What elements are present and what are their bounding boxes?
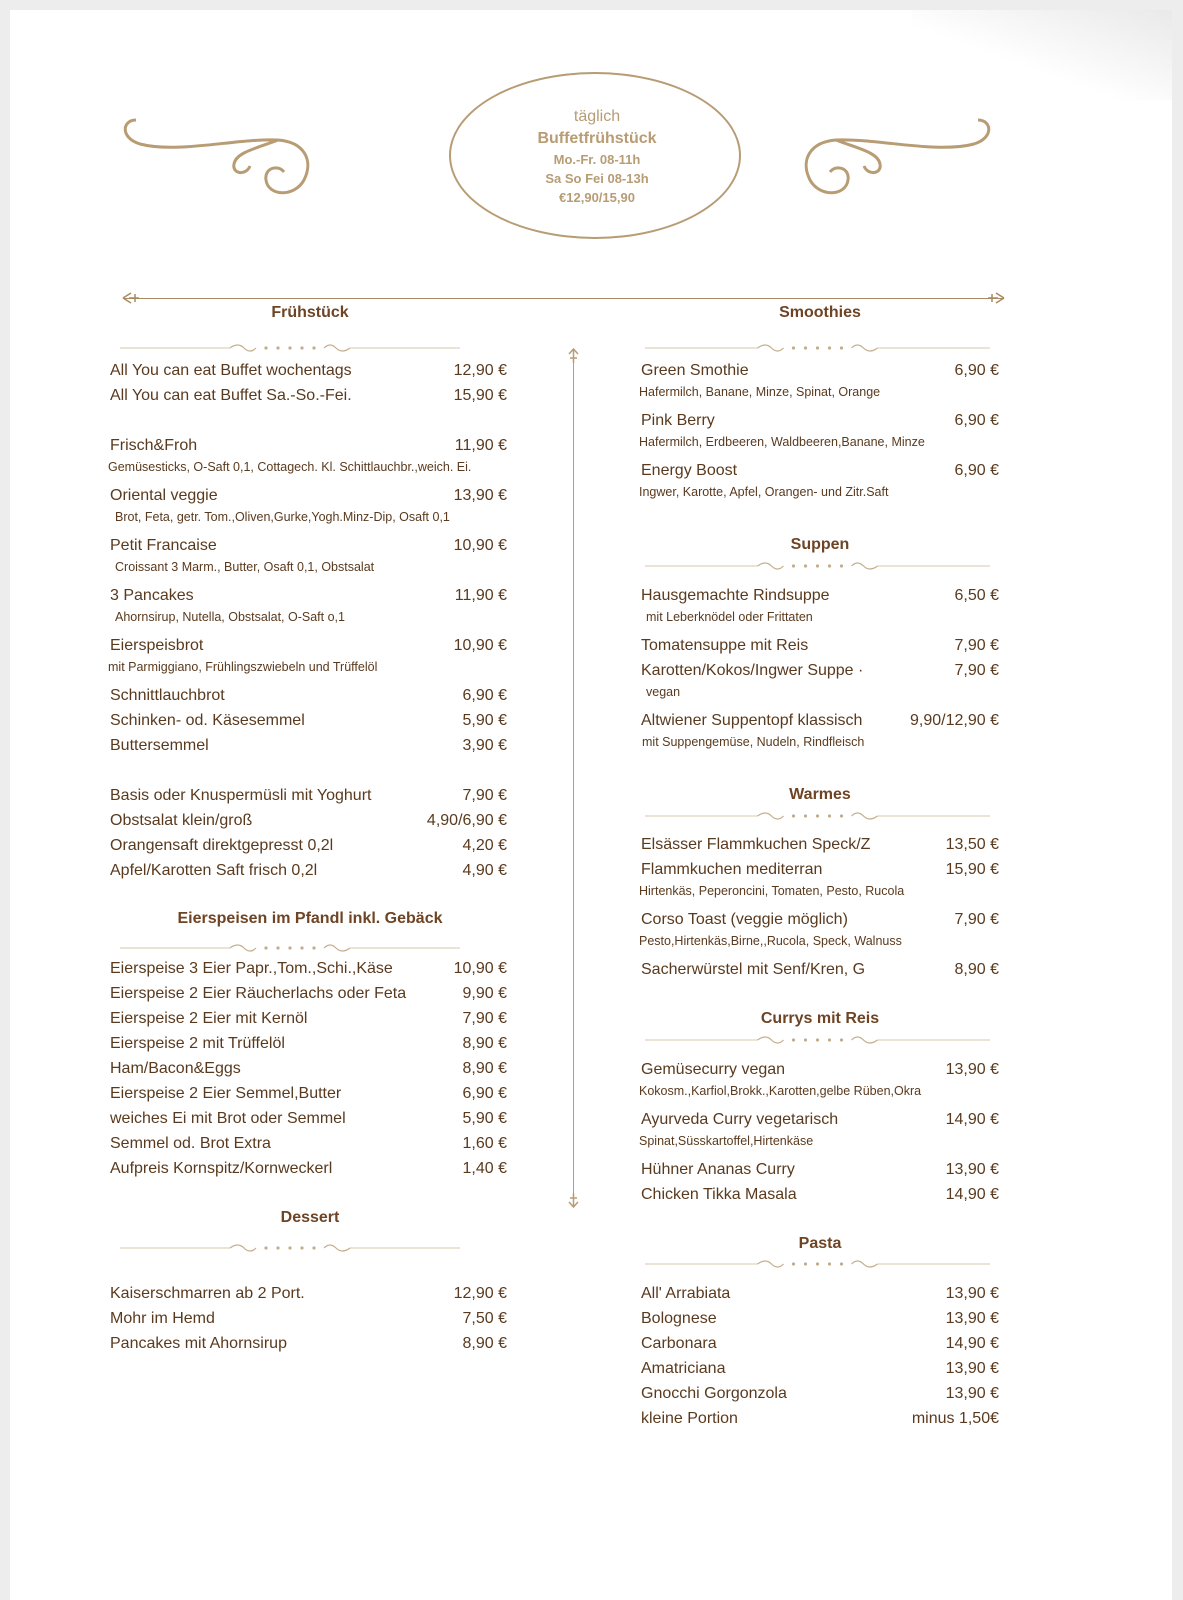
menu-item-name: Obstsalat klein/groß	[110, 812, 253, 829]
menu-item-price: 7,90 €	[462, 787, 507, 804]
menu-item-name: Eierspeise 3 Eier Papr.,Tom.,Schi.,Käse	[110, 960, 393, 977]
menu-item-price: 1,60 €	[462, 1135, 507, 1152]
menu-item-name: Pancakes mit Ahornsirup	[110, 1335, 287, 1352]
menu-item-price: 7,50 €	[462, 1310, 507, 1327]
menu-item-row	[110, 536, 507, 556]
ornament-divider-currys	[645, 1034, 990, 1046]
ornament-divider-warmes	[645, 810, 990, 822]
menu-item-row	[110, 1009, 507, 1029]
menu-item-price: 13,90 €	[945, 1285, 999, 1302]
menu-item-price: 7,90 €	[954, 662, 999, 679]
buffet-hours-weekday: Mo.-Fr. 08-11h	[553, 152, 641, 167]
menu-item-name: kleine Portion	[641, 1410, 738, 1427]
right-flourish-ornament	[800, 108, 996, 200]
buffet-title: Buffetfrühstück	[537, 130, 657, 147]
menu-item-row	[110, 1159, 507, 1179]
menu-item-row	[110, 686, 507, 706]
menu-item-description: Pesto,Hirtenkäs,Birne,,Rucola, Speck, Walnuss	[639, 934, 902, 948]
menu-item-price: 9,90/12,90 €	[910, 712, 999, 729]
menu-item-name: Schnittlauchbrot	[110, 687, 225, 704]
menu-item-name: Gnocchi Gorgonzola	[641, 1385, 787, 1402]
menu-item-price: 4,90 €	[462, 862, 507, 879]
menu-item-row	[110, 1284, 507, 1304]
menu-item-price: 6,90 €	[954, 412, 999, 429]
menu-item-price: 13,90 €	[945, 1161, 999, 1178]
menu-item-name: Buttersemmel	[110, 737, 209, 754]
menu-item-row	[641, 860, 999, 880]
buffet-price: €12,90/15,90	[559, 190, 635, 205]
menu-item-name: Basis oder Knuspermüsli mit Yoghurt	[110, 787, 372, 804]
column-divider	[573, 360, 574, 1198]
menu-item-row	[110, 1334, 507, 1354]
menu-item-row	[641, 1060, 999, 1080]
menu-item-description: Ahornsirup, Nutella, Obstsalat, O-Saft o,1	[115, 610, 345, 624]
menu-item-name: Energy Boost	[641, 462, 738, 479]
menu-item-price: 10,90 €	[453, 537, 507, 554]
menu-item-name: Bolognese	[641, 1310, 717, 1327]
menu-item-name: Pink Berry	[641, 412, 715, 429]
menu-item-name: Mohr im Hemd	[110, 1310, 215, 1327]
menu-item-price: 13,50 €	[945, 836, 999, 853]
menu-item-row	[641, 586, 999, 606]
menu-item-price: 8,90 €	[954, 961, 999, 978]
menu-item-row	[110, 1084, 507, 1104]
menu-item-row	[110, 386, 507, 406]
menu-item-price: 14,90 €	[945, 1335, 999, 1352]
menu-item-name: Frisch&Froh	[110, 437, 198, 454]
menu-item-price: 7,90 €	[954, 637, 999, 654]
menu-item-row	[110, 486, 507, 506]
menu-item-row	[110, 811, 507, 831]
menu-item-row	[641, 960, 999, 980]
menu-item-name: Eierspeise 2 Eier mit Kernöl	[110, 1010, 308, 1027]
menu-item-price: 11,90 €	[454, 587, 507, 604]
menu-item-price: 13,90 €	[945, 1061, 999, 1078]
menu-item-name: Corso Toast (veggie möglich)	[641, 911, 848, 928]
menu-item-description: Croissant 3 Marm., Butter, Osaft 0,1, Obstsalat	[115, 560, 375, 574]
ornament-divider-smoothies	[645, 342, 990, 354]
menu-item-price: 14,90 €	[945, 1186, 999, 1203]
menu-item-row	[110, 984, 507, 1004]
column-divider-bottom-cap-icon	[566, 1192, 581, 1208]
menu-item-name: Ayurveda Curry vegetarisch	[641, 1111, 839, 1128]
menu-item-row	[641, 1384, 999, 1404]
menu-item-name: Aufpreis Kornspitz/Kornweckerl	[110, 1160, 333, 1177]
menu-item-name: Oriental veggie	[110, 487, 218, 504]
menu-item-price: 5,90 €	[462, 712, 507, 729]
menu-item-name: Chicken Tikka Masala	[641, 1186, 797, 1203]
menu-item-name: All' Arrabiata	[641, 1285, 731, 1302]
menu-item-name: Gemüsecurry vegan	[641, 1061, 786, 1078]
menu-item-row	[641, 1284, 999, 1304]
menu-item-row	[641, 661, 999, 681]
menu-item-description: mit Leberknödel oder Frittaten	[646, 610, 813, 624]
menu-item-description: Brot, Feta, getr. Tom.,Oliven,Gurke,Yogh.Minz-Dip, Osaft 0,1	[115, 510, 450, 524]
section-heading-smoothies: Smoothies	[779, 304, 861, 321]
menu-item-price: 15,90 €	[945, 861, 999, 878]
menu-item-row	[641, 1160, 999, 1180]
menu-item-row	[641, 910, 999, 930]
menu-item-name: Eierspeisbrot	[110, 637, 204, 654]
menu-item-row	[641, 835, 999, 855]
section-heading-pasta: Pasta	[798, 1235, 842, 1252]
buffet-daily-label: täglich	[573, 108, 621, 125]
menu-item-description: mit Parmiggiano, Frühlingszwiebeln und Trüffelöl	[108, 660, 378, 674]
menu-item-name: Amatriciana	[641, 1360, 726, 1377]
ornament-divider-suppen	[645, 560, 990, 572]
menu-item-description: Hirtenkäs, Peperoncini, Tomaten, Pesto, Rucola	[639, 884, 905, 898]
menu-item-row	[641, 1185, 999, 1205]
menu-item-name: Tomatensuppe mit Reis	[641, 637, 809, 654]
menu-item-name: Hausgemachte Rindsuppe	[641, 587, 830, 604]
menu-item-row	[110, 1309, 507, 1329]
menu-item-name: Hühner Ananas Curry	[641, 1161, 795, 1178]
menu-item-price: 8,90 €	[462, 1035, 507, 1052]
menu-item-name: weiches Ei mit Brot oder Semmel	[110, 1110, 346, 1127]
section-heading-suppen: Suppen	[790, 536, 850, 553]
menu-item-price: 8,90 €	[462, 1335, 507, 1352]
menu-item-name: Eierspeise 2 Eier Semmel,Butter	[110, 1085, 342, 1102]
menu-item-description: Hafermilch, Erdbeeren, Waldbeeren,Banane, Minze	[639, 435, 925, 449]
menu-item-name: Kaiserschmarren ab 2 Port.	[110, 1285, 305, 1302]
menu-item-row	[110, 786, 507, 806]
menu-item-row	[110, 959, 507, 979]
menu-item-price: 10,90 €	[453, 637, 507, 654]
menu-item-row	[110, 736, 507, 756]
menu-item-name: 3 Pancakes	[110, 587, 194, 604]
column-divider-top-cap-icon	[566, 348, 581, 364]
menu-item-name: All You can eat Buffet wochentags	[110, 362, 352, 379]
menu-item-row	[641, 461, 999, 481]
menu-item-name: Semmel od. Brot Extra	[110, 1135, 271, 1152]
menu-item-name: Karotten/Kokos/Ingwer Suppe ·	[641, 662, 864, 679]
menu-item-description: vegan	[646, 685, 681, 699]
menu-item-name: Flammkuchen mediterran	[641, 861, 823, 878]
menu-item-name: Elsässer Flammkuchen Speck/Z	[641, 836, 871, 853]
menu-item-name: Apfel/Karotten Saft frisch 0,2l	[110, 862, 318, 879]
menu-item-row	[641, 1334, 999, 1354]
section-heading-eierspeisen: Eierspeisen im Pfandl inkl. Gebäck	[177, 910, 443, 927]
menu-item-row	[641, 711, 999, 731]
menu-item-row	[110, 861, 507, 881]
menu-item-price: 7,90 €	[954, 911, 999, 928]
menu-item-price: 8,90 €	[462, 1060, 507, 1077]
menu-item-row	[641, 1409, 999, 1429]
menu-item-name: Eierspeise 2 Eier Räucherlachs oder Feta	[110, 985, 407, 1002]
ornament-divider-pasta	[645, 1258, 990, 1270]
menu-item-row	[110, 636, 507, 656]
menu-item-row	[110, 1059, 507, 1079]
menu-item-price: 15,90 €	[453, 387, 507, 404]
menu-item-price: 6,90 €	[954, 362, 999, 379]
ornament-divider-dessert	[120, 1242, 460, 1254]
menu-item-name: Orangensaft direktgepresst 0,2l	[110, 837, 334, 854]
menu-item-name: All You can eat Buffet Sa.-So.-Fei.	[110, 387, 352, 404]
menu-item-price: 3,90 €	[462, 737, 507, 754]
menu-item-price: 6,90 €	[954, 462, 999, 479]
menu-item-price: 13,90 €	[945, 1310, 999, 1327]
menu-item-row	[641, 411, 999, 431]
menu-item-row	[110, 1109, 507, 1129]
ornament-divider-eierspeisen	[120, 942, 460, 954]
menu-item-price: 13,90 €	[453, 487, 507, 504]
menu-item-row	[641, 1309, 999, 1329]
menu-item-name: Sacherwürstel mit Senf/Kren, G	[641, 961, 866, 978]
menu-item-row	[641, 636, 999, 656]
menu-item-row	[110, 1134, 507, 1154]
menu-item-name: Carbonara	[641, 1335, 717, 1352]
menu-item-price: 12,90 €	[453, 1285, 507, 1302]
section-heading-fruehstueck: Frühstück	[271, 304, 349, 321]
menu-item-row	[110, 711, 507, 731]
menu-item-name: Schinken- od. Käsesemmel	[110, 712, 305, 729]
menu-item-price: 13,90 €	[945, 1360, 999, 1377]
menu-item-price: 14,90 €	[945, 1111, 999, 1128]
menu-item-price: 5,90 €	[462, 1110, 507, 1127]
left-flourish-ornament	[118, 108, 314, 200]
menu-item-row	[110, 836, 507, 856]
menu-item-price: 7,90 €	[462, 1010, 507, 1027]
menu-item-name: Eierspeise 2 mit Trüffelöl	[110, 1035, 285, 1052]
menu-item-description: Hafermilch, Banane, Minze, Spinat, Orange	[639, 385, 881, 399]
ornament-divider-fruehstueck	[120, 342, 460, 354]
menu-item-price: minus 1,50€	[911, 1410, 999, 1427]
menu-item-name: Ham/Bacon&Eggs	[110, 1060, 241, 1077]
menu-item-row	[110, 436, 507, 456]
menu-item-description: Ingwer, Karotte, Apfel, Orangen- und Zitr.Saft	[639, 485, 889, 499]
menu-item-price: 1,40 €	[462, 1160, 507, 1177]
menu-item-row	[641, 1359, 999, 1379]
menu-item-name: Petit Francaise	[110, 537, 217, 554]
menu-item-description: mit Suppengemüse, Nudeln, Rindfleisch	[642, 735, 865, 749]
menu-item-row	[110, 586, 507, 606]
menu-item-price: 12,90 €	[453, 362, 507, 379]
menu-item-price: 9,90 €	[462, 985, 507, 1002]
menu-item-description: Kokosm.,Karfiol,Brokk.,Karotten,gelbe Rüben,Okra	[639, 1084, 922, 1098]
section-heading-warmes: Warmes	[789, 786, 851, 803]
menu-item-price: 13,90 €	[945, 1385, 999, 1402]
menu-item-description: Gemüsesticks, O-Saft 0,1, Cottagech. Kl. Schittlauchbr.,weich. Ei.	[108, 460, 472, 474]
section-heading-currys: Currys mit Reis	[760, 1010, 880, 1027]
buffet-info	[452, 106, 742, 207]
menu-item-name: Green Smothie	[641, 362, 749, 379]
menu-item-price: 6,90 €	[462, 1085, 507, 1102]
menu-item-price: 10,90 €	[453, 960, 507, 977]
menu-item-price: 6,90 €	[462, 687, 507, 704]
menu-item-price: 4,20 €	[462, 837, 507, 854]
menu-item-price: 11,90 €	[454, 437, 507, 454]
buffet-hours-weekend: Sa So Fei 08-13h	[545, 171, 649, 186]
top-divider-rule	[124, 298, 1004, 299]
menu-item-name: Altwiener Suppentopf klassisch	[641, 712, 863, 729]
menu-item-row	[110, 361, 507, 381]
menu-item-row	[641, 1110, 999, 1130]
menu-item-row	[641, 361, 999, 381]
menu-item-row	[110, 1034, 507, 1054]
menu-item-description: Spinat,Süsskartoffel,Hirtenkäse	[639, 1134, 814, 1148]
menu-item-price: 4,90/6,90 €	[426, 812, 507, 829]
section-heading-dessert: Dessert	[280, 1209, 340, 1226]
menu-item-price: 6,50 €	[954, 587, 999, 604]
